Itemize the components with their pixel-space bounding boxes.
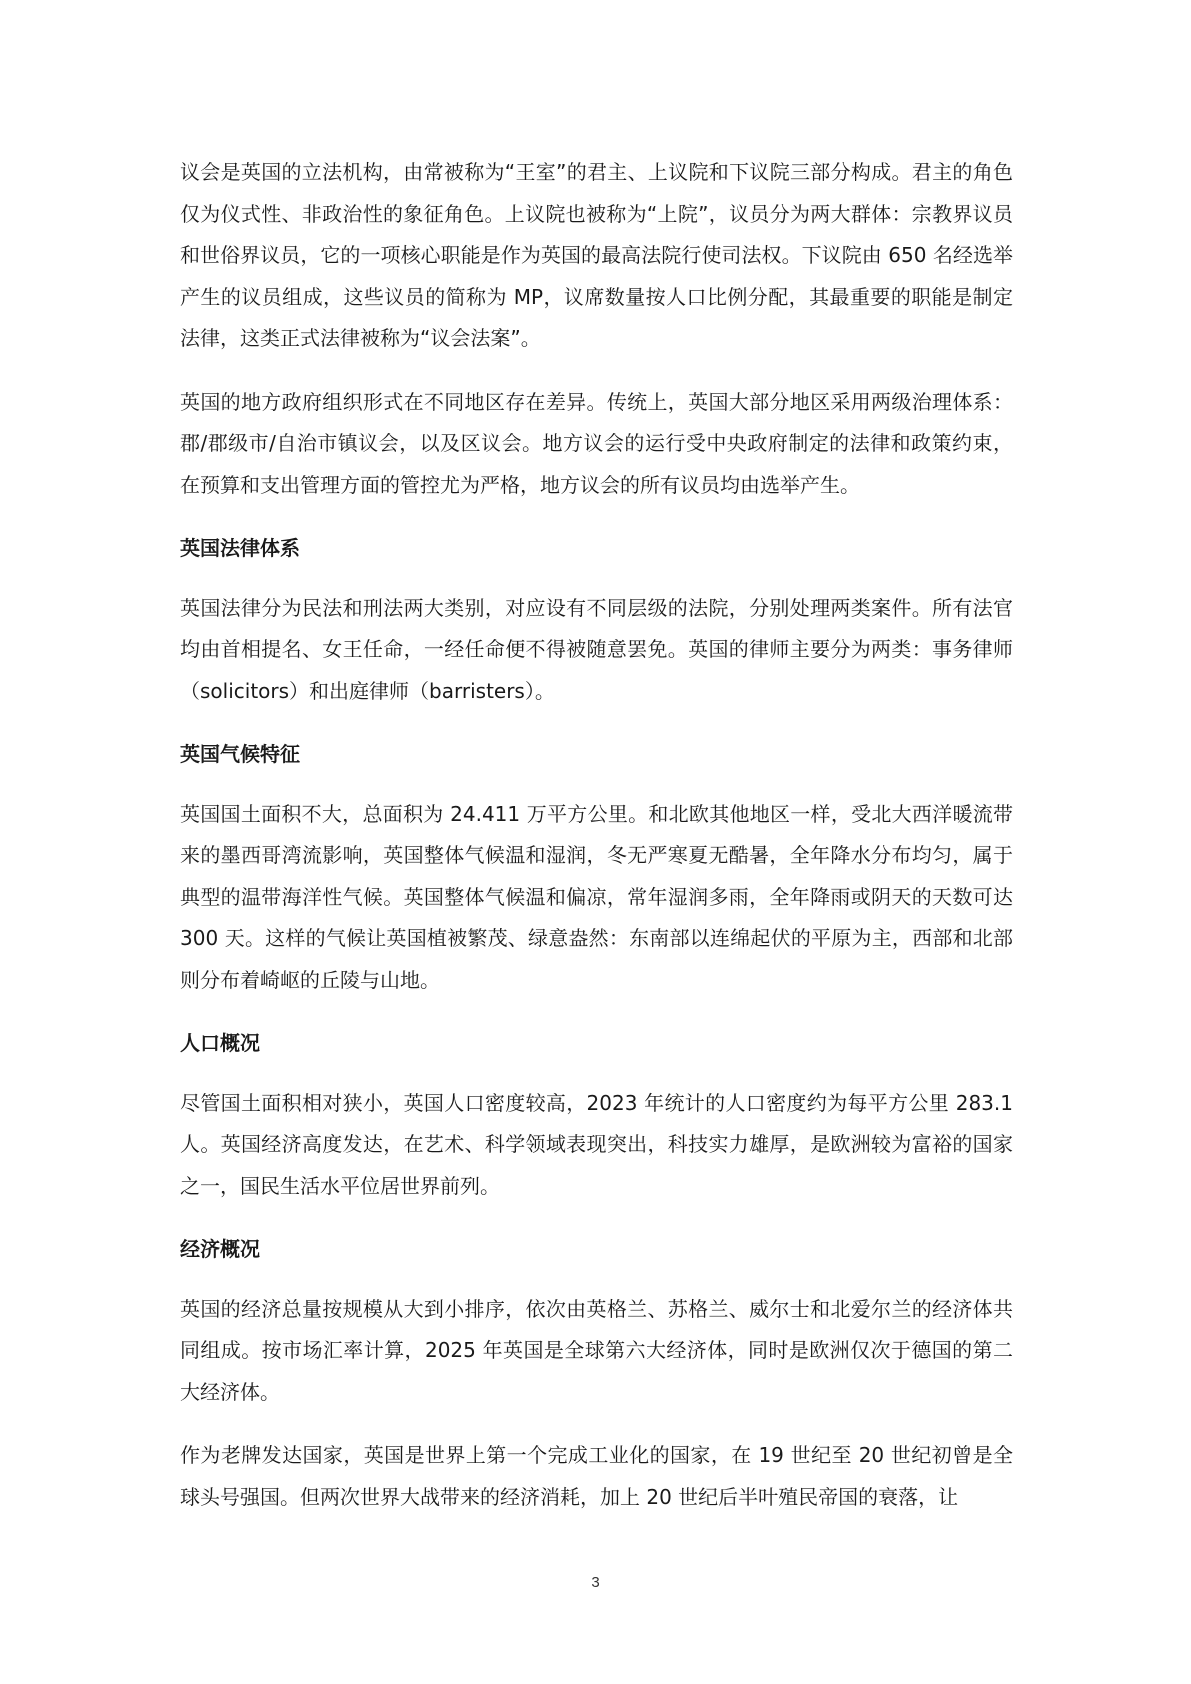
paragraph-local-government: 英国的地方政府组织形式在不同地区存在差异。传统上，英国大部分地区采用两级治理体系：郡/郡级市/自治市镇议会，以及区议会。地方议会的运行受中央政府制定的法律和政策约束，在预算和支出管理方面的管控尤为严格，地方议会的所有议员均由选举产生。 — [180, 389, 1013, 497]
heading-climate: 英国气候特征 — [180, 742, 300, 766]
paragraph-climate: 英国国土面积不大，总面积为 24.411 万平方公里。和北欧其他地区一样，受北大西洋暖流带来的墨西哥湾流影响，英国整体气候温和湿润，冬无严寒夏无酷暑，全年降水分布均匀，属于典型的温带海洋性气候。英国整体气候温和偏凉，常年湿润多雨，全年降雨或阴天的天数可达 300 天。这样的气候让英国植被繁茂、绿意盎然：东南部以连绵起伏的平原为主，西部和北部则分布着崎岖的丘陵与山地。 — [180, 801, 1013, 992]
paragraph-economy: 英国的经济总量按规模从大到小排序，依次由英格兰、苏格兰、威尔士和北爱尔兰的经济体共同组成。按市场汇率计算，2025 年英国是全球第六大经济体，同时是欧洲仅次于德国的第二大经济体。 — [180, 1296, 1013, 1404]
heading-population: 人口概况 — [180, 1031, 260, 1055]
heading-legal-system: 英国法律体系 — [180, 536, 300, 560]
paragraph-economy-history: 作为老牌发达国家，英国是世界上第一个完成工业化的国家，在 19 世纪至 20 世纪初曾是全球头号强国。但两次世界大战带来的经济消耗，加上 20 世纪后半叶殖民帝国的衰落，让 — [180, 1443, 1013, 1509]
heading-economy: 经济概况 — [180, 1237, 260, 1261]
paragraph-legal-system: 英国法律分为民法和刑法两大类别，对应设有不同层级的法院，分别处理两类案件。所有法官均由首相提名、女王任命，一经任命便不得被随意罢免。英国的律师主要分为两类：事务律师（solicitors）和出庭律师（barristers）。 — [180, 595, 1013, 703]
paragraph-population: 尽管国土面积相对狭小，英国人口密度较高，2023 年统计的人口密度约为每平方公里 283.1 人。英国经济高度发达，在艺术、科学领域表现突出，科技实力雄厚，是欧洲较为富裕的国家之一，国民生活水平位居世界前列。 — [180, 1090, 1013, 1198]
page-number: 3 — [591, 1574, 600, 1591]
paragraph-parliament: 议会是英国的立法机构，由常被称为“王室”的君主、上议院和下议院三部分构成。君主的角色仅为仪式性、非政治性的象征角色。上议院也被称为“上院”，议员分为两大群体：宗教界议员和世俗界议员，它的一项核心职能是作为英国的最高法院行使司法权。下议院由 650 名经选举产生的议员组成，这些议员的简称为 MP，议席数量按人口比例分配，其最重要的职能是制定法律，这类正式法律被称为“议会法案”。 — [180, 160, 1013, 350]
page-content — [180, 152, 1013, 1540]
